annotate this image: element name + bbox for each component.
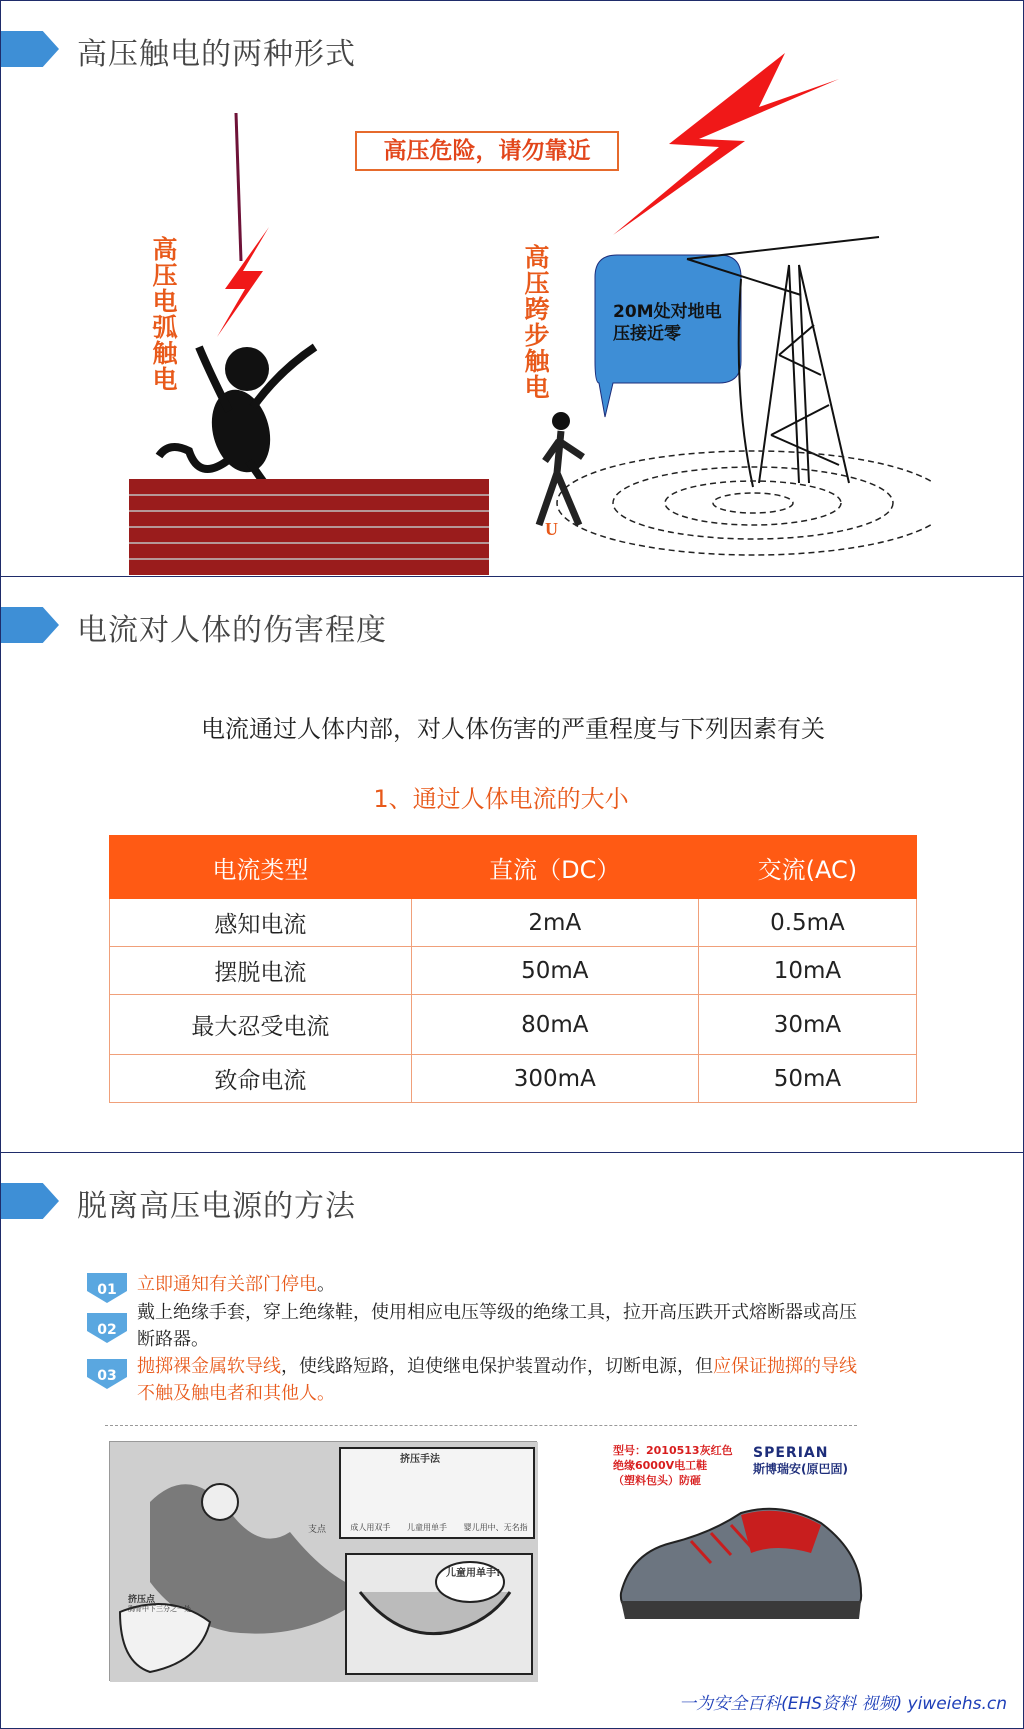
table-row — [110, 947, 917, 995]
divider — [105, 1425, 857, 1426]
cpr-illustration — [109, 1441, 537, 1681]
slide-title: 脱离高压电源的方法 — [77, 1189, 356, 1224]
step-badge-icon: 01 — [87, 1273, 127, 1303]
cell-dc: 50mA — [411, 947, 698, 995]
title-arrow-icon — [1, 31, 59, 67]
cell-type: 致命电流 — [110, 1055, 412, 1103]
step-text-highlight: 应保证抛掷的导线不触及触电者和其他人。 — [137, 1356, 857, 1404]
list-item — [87, 1271, 867, 1299]
table-row — [110, 1055, 917, 1103]
lightning-bolt-icon — [609, 49, 849, 239]
warning-box: 高压危险，请勿靠近 — [355, 131, 619, 171]
slide-high-voltage-forms — [0, 0, 1024, 577]
current-table — [109, 835, 917, 1103]
step-text: 。 — [317, 1274, 335, 1295]
cpr-caption: 儿童用单手 — [406, 1523, 447, 1532]
cell-ac: 0.5mA — [698, 899, 916, 947]
cpr-point-label: 挤压点 — [128, 1595, 156, 1605]
table-row — [110, 995, 917, 1055]
step-text: 戴上绝缘手套，穿上绝缘鞋，使用相应电压等级的绝缘工具，拉开高压跌开式熔断器或高压断路器。 — [137, 1302, 857, 1350]
cell-dc: 80mA — [411, 995, 698, 1055]
slide-title: 电流对人体的伤害程度 — [77, 613, 387, 648]
step-text-highlight: 立即通知有关部门停电 — [137, 1274, 317, 1295]
table-row — [110, 899, 917, 947]
label-step-shock: 高压跨步触电 — [524, 243, 550, 402]
subtitle-text: 1、通过人体电流的大小 — [373, 785, 629, 813]
cell-type: 感知电流 — [110, 899, 412, 947]
list-item — [87, 1353, 867, 1407]
cell-ac: 10mA — [698, 947, 916, 995]
step-text-highlight: 抛掷裸金属软导线 — [137, 1356, 281, 1377]
cpr-bubble-text: 儿童用单手! — [446, 1568, 501, 1579]
header-type: 电流类型 — [110, 836, 412, 899]
safety-shoe-image — [611, 1493, 871, 1633]
arc-shock-illustration — [129, 111, 489, 576]
cell-type: 最大忍受电流 — [110, 995, 412, 1055]
watermark: 一为安全百科(EHS资料 视频) yiweiehs.cn — [679, 1694, 1007, 1714]
cpr-captions — [342, 1522, 536, 1533]
slide-title-bar — [1, 27, 601, 71]
cpr-caption: 婴儿用中、无名指 — [463, 1523, 528, 1532]
label-arc-shock: 高压电弧触电 — [152, 235, 178, 394]
cpr-fulcrum-label: 支点 — [308, 1525, 327, 1535]
slide-escape-methods — [0, 1152, 1024, 1729]
slide-current-harm — [0, 576, 1024, 1153]
cell-ac: 50mA — [698, 1055, 916, 1103]
step-voltage-illustration — [509, 235, 933, 577]
brand-logo: SPERIAN 斯博瑞安(原巴固) — [753, 1445, 848, 1476]
cpr-caption: 成人用双手 — [350, 1523, 391, 1532]
intro-text: 电流通过人体内部，对人体伤害的严重程度与下列因素有关 — [201, 715, 825, 743]
table-header-row — [110, 836, 917, 899]
cpr-point-sub: 胸骨中下三分之一处 — [128, 1605, 191, 1613]
step-badge-icon: 02 — [87, 1313, 127, 1343]
slide-title-bar — [1, 603, 601, 647]
header-ac: 交流(AC) — [698, 836, 916, 899]
steps-list — [87, 1271, 867, 1407]
cell-type: 摆脱电流 — [110, 947, 412, 995]
header-dc: 直流（DC） — [411, 836, 698, 899]
list-item — [87, 1299, 867, 1353]
step-badge-icon: 03 — [87, 1359, 127, 1389]
cpr-panel-title: 挤压手法 — [400, 1454, 440, 1465]
shoe-caption: 型号：2010513灰红色 绝缘6000V电工鞋 （塑料包头）防砸 — [613, 1444, 733, 1487]
u-label: U — [545, 519, 558, 539]
speech-bubble-text: 20M处对地电压接近零 — [613, 302, 722, 344]
slide-title: 高压触电的两种形式 — [77, 37, 356, 72]
cell-dc: 300mA — [411, 1055, 698, 1103]
cell-ac: 30mA — [698, 995, 916, 1055]
cell-dc: 2mA — [411, 899, 698, 947]
slide-title-bar — [1, 1179, 601, 1223]
step-text: ，使线路短路，迫使继电保护装置动作，切断电源，但 — [281, 1356, 713, 1377]
title-arrow-icon — [1, 1183, 59, 1219]
title-arrow-icon — [1, 607, 59, 643]
